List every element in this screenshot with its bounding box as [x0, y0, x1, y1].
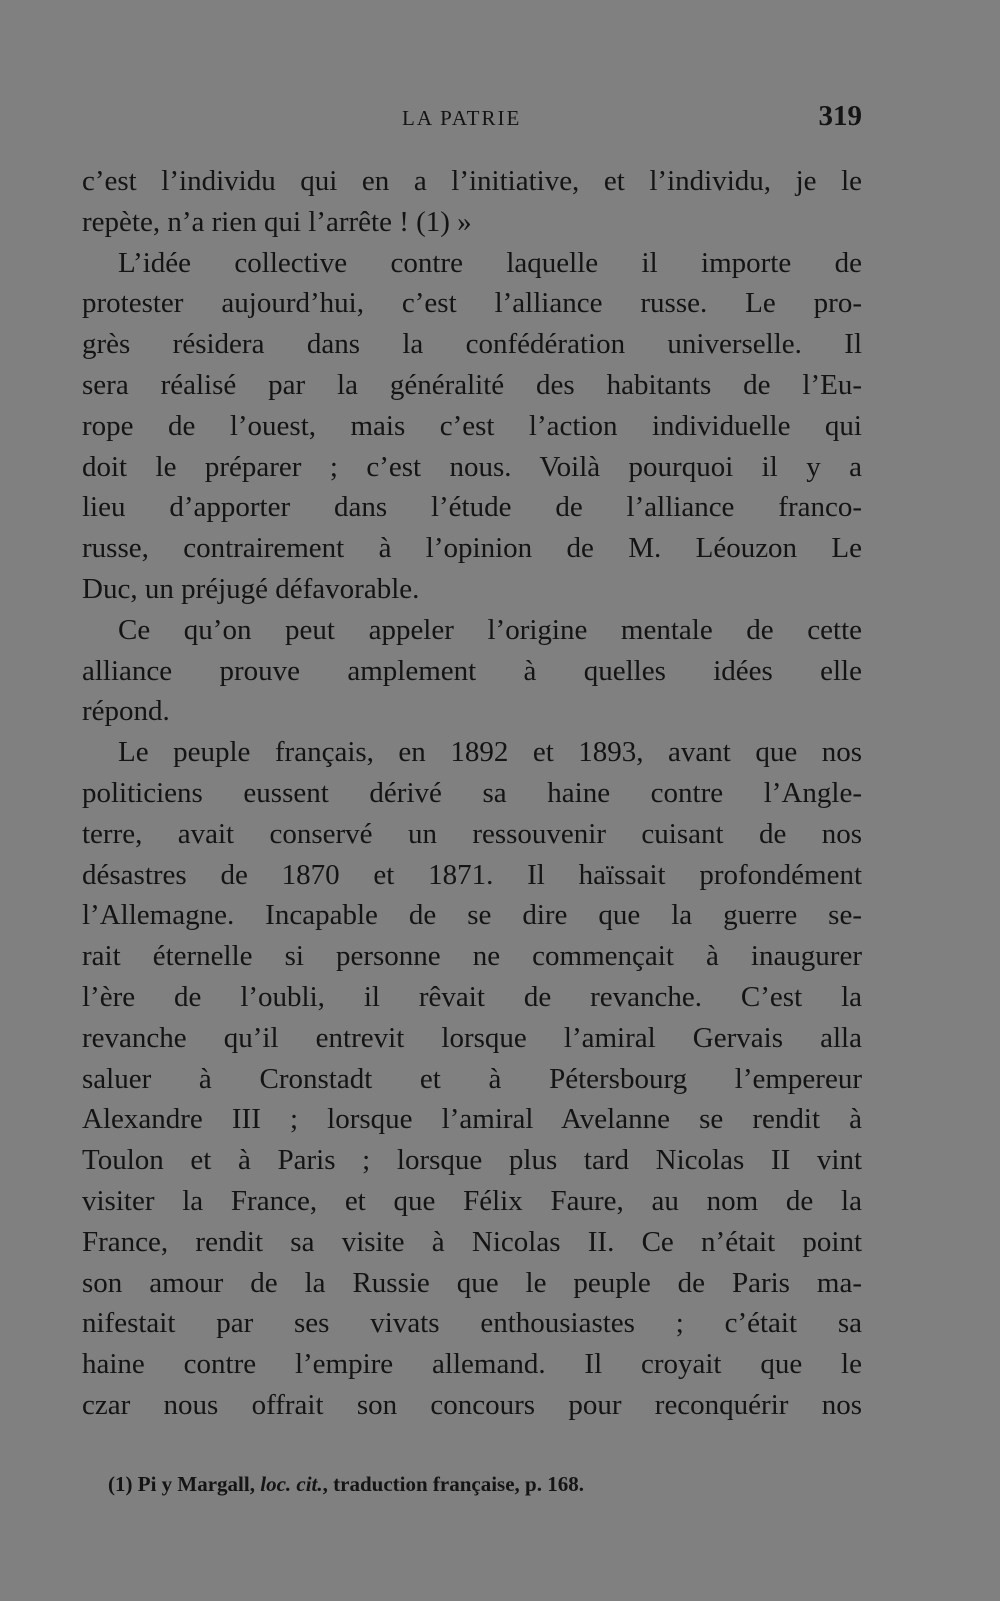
text-line: nifestait par ses vivats enthousiastes ; c’était sa [82, 1307, 862, 1340]
text-line: rait éternelle si personne ne commençait à inaugurer [82, 940, 862, 973]
running-head [82, 100, 862, 136]
text-line: politiciens eussent dérivé sa haine contre l’Angle- [82, 776, 862, 809]
text-line: rope de l’ouest, mais c’est l’action individuelle qui [82, 409, 862, 442]
text-line: repète, n’a rien qui l’arrête ! (1) » [82, 205, 472, 238]
text-line: alliance prouve amplement à quelles idées elle [82, 654, 862, 687]
text-line: russe, contrairement à l’opinion de M. Léouzon Le [82, 532, 862, 565]
footnote [108, 1472, 808, 1497]
text-line: czar nous offrait son concours pour reconquérir nos [82, 1388, 862, 1421]
running-head-title: LA PATRIE [402, 106, 522, 130]
text-line: doit le préparer ; c’est nous. Voilà pourquoi il y a [82, 450, 862, 483]
text-line: lieu d’apporter dans l’étude de l’alliance franco- [82, 491, 862, 524]
text-line: c’est l’individu qui en a l’initiative, et l’individu, je le [82, 165, 862, 197]
text-line: revanche qu’il entrevit lorsque l’amiral Gervais alla [82, 1021, 862, 1054]
text-line: grès résidera dans la confédération universelle. Il [82, 328, 862, 361]
text-line: saluer à Cronstadt et à Pétersbourg l’empereur [82, 1062, 862, 1095]
text-line: répond. [82, 695, 170, 728]
text-line: haine contre l’empire allemand. Il croyait que le [82, 1348, 862, 1381]
footnote-rest: , traduction française, p. 168. [322, 1472, 584, 1496]
text-line: Le peuple français, en 1892 et 1893, avant que nos [118, 736, 862, 769]
footnote-author: Pi y Margall, [137, 1472, 255, 1496]
page-number: 319 [818, 100, 862, 132]
text-line: protester aujourd’hui, c’est l’alliance russe. Le pro- [82, 287, 862, 320]
text-line: terre, avait conservé un ressouvenir cuisant de nos [82, 817, 862, 850]
footnote-reference: loc. cit. [260, 1472, 323, 1496]
text-line: Alexandre III ; lorsque l’amiral Avelanne se rendit à [82, 1103, 862, 1136]
text-line: L’idée collective contre laquelle il importe de [118, 246, 862, 279]
text-line: l’ère de l’oubli, il rêvait de revanche. C’est la [82, 980, 862, 1013]
text-line: son amour de la Russie que le peuple de Paris ma- [82, 1266, 862, 1299]
text-line: désastres de 1870 et 1871. Il haïssait profondément [82, 858, 862, 891]
body-text [82, 161, 862, 1426]
text-line: visiter la France, et que Félix Faure, au nom de la [82, 1184, 862, 1217]
footnote-marker: (1) [108, 1472, 133, 1496]
text-line: France, rendit sa visite à Nicolas II. Ce n’était point [82, 1225, 862, 1258]
text-line: Toulon et à Paris ; lorsque plus tard Nicolas II vint [82, 1144, 862, 1177]
text-line: sera réalisé par la généralité des habitants de l’Eu- [82, 368, 862, 401]
text-line: Ce qu’on peut appeler l’origine mentale de cette [118, 613, 862, 646]
text-line: l’Allemagne. Incapable de se dire que la guerre se- [82, 899, 862, 932]
text-line: Duc, un préjugé défavorable. [82, 572, 420, 605]
